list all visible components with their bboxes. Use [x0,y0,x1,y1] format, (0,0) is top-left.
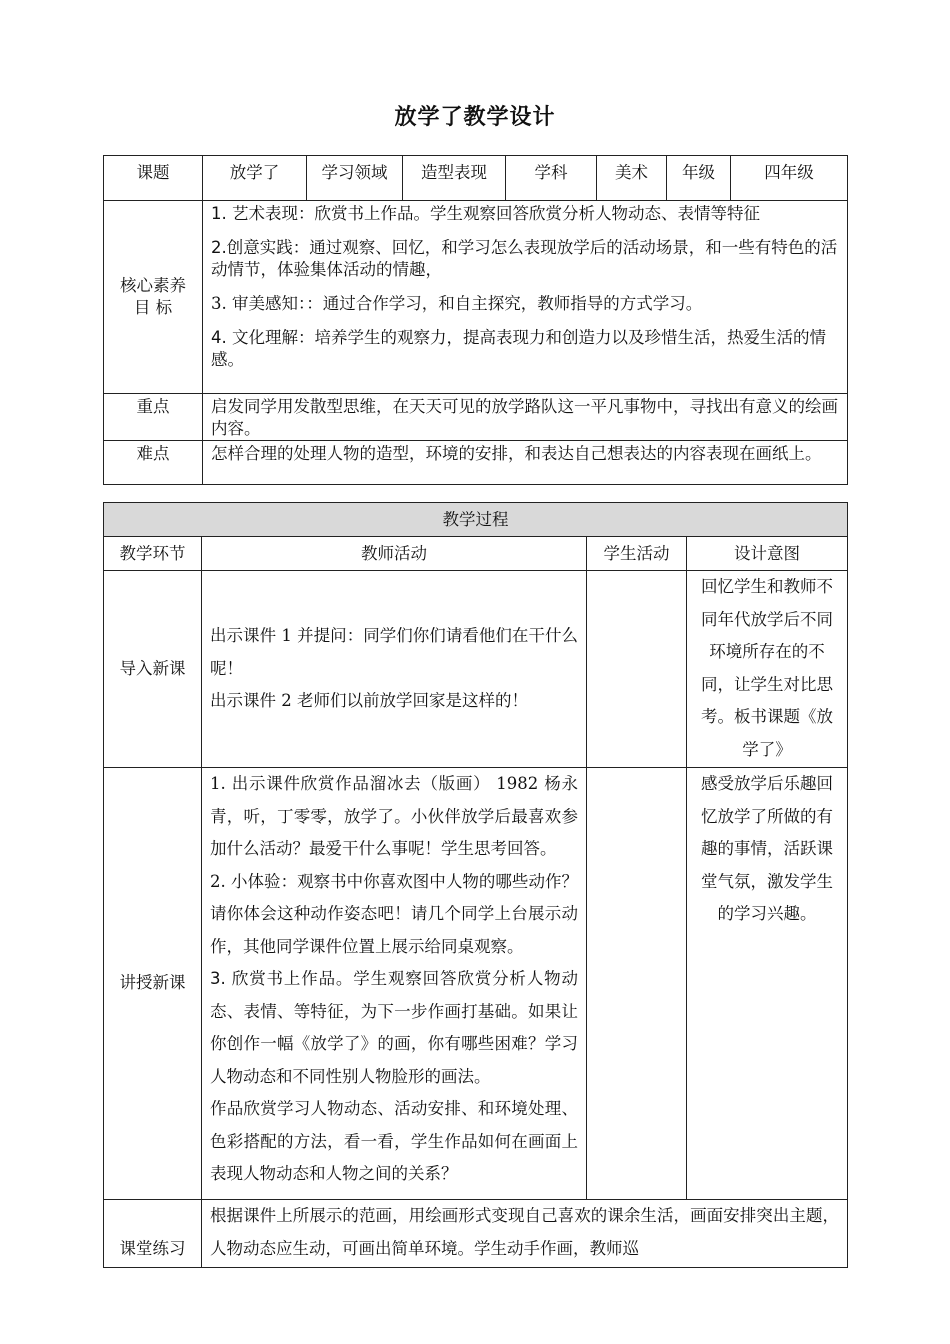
stage-cell: 课堂练习 [104,1200,202,1268]
teacher-activity-paragraph: 出示课件 2 老师们以前放学回家是这样的！ [210,691,528,711]
difficulty-content: 怎样合理的处理人物的造型，环境的安排，和表达自己想表达的内容表现在画纸上。 [203,441,848,485]
grade-label: 年级 [667,156,731,201]
competency-label [104,201,203,394]
subject-label: 学科 [506,156,597,201]
table-row [104,571,848,768]
column-header-intent: 设计意图 [687,537,848,571]
subject-value: 美术 [597,156,667,201]
teaching-process-table [103,502,848,1268]
competency-row [104,201,848,394]
design-intent-cell: 感受放学后乐趣回忆放学了所做的有趣的事情，活跃课堂气氛，激发学生的学习兴趣。 [687,768,848,1200]
difficulty-label: 难点 [104,441,203,485]
competency-item: 2.创意实践：通过观察、回忆，和学习怎么表现放学后的活动场景，和一些有特色的活动情节，体验集体活动的情趣， [211,238,838,279]
competency-item: 3. 审美感知：：通过合作学习，和自主探究，教师指导的方式学习。 [211,294,703,313]
student-activity-cell [587,768,687,1200]
teacher-activity-paragraph: 1. 出示课件欣赏作品溜冰去（版画） 1982 杨永青，听，丁零零，放学了。小伙伴放学后最喜欢参加什么活动？最爱干什么事呢！学生思考回答。 [210,774,578,858]
stage-cell: 讲授新课 [104,768,202,1200]
lesson-info-table [103,155,848,485]
table-row [104,1200,848,1268]
field-value: 造型表现 [403,156,506,201]
competency-content [203,201,848,394]
student-activity-cell [587,571,687,768]
competency-label-line: 核心素养 [120,276,186,295]
column-header-student: 学生活动 [587,537,687,571]
key-point-content: 启发同学用发散型思维，在天天可见的放学路队这一平凡事物中，寻找出有意义的绘画内容。 [203,394,848,441]
lesson-info-header-row [104,156,848,201]
field-label: 学习领域 [307,156,403,201]
teacher-activity-paragraph: 出示课件 1 并提问：同学们你们请看他们在干什么呢！ [210,626,578,678]
stage-cell: 导入新课 [104,571,202,768]
teacher-activity-cell [202,571,587,768]
teacher-activity-paragraph: 2. 小体验：观察书中你喜欢图中人物的哪些动作？请你体会这种动作姿态吧！请几个同学上台展示动作，其他同学课件位置上展示给同桌观察。 [210,871,578,956]
key-point-label: 重点 [104,394,203,441]
table-row [104,768,848,1200]
column-header-stage: 教学环节 [104,537,202,571]
competency-item: 4. 文化理解：培养学生的观察力，提高表现力和创造力以及珍惜生活，热爱生活的情感。 [211,328,826,369]
competency-label-line: 目 标 [133,298,173,317]
design-intent-cell: 回忆学生和教师不同年代放学后不同环境所存在的不同，让学生对比思考。板书课题《放学了》 [687,571,848,768]
page-title: 放学了教学设计 [394,105,556,130]
practice-content-cell: 根据课件上所展示的范画，用绘画形式变现自己喜欢的课余生活，画面安排突出主题，人物动态应生动，可画出简单环境。学生动手作画，教师巡 [202,1200,848,1268]
teacher-activity-paragraph: 3. 欣赏书上作品。学生观察回答欣赏分析人物动态、表情、等特征，为下一步作画打基础。如果让你创作一幅《放学了》的画，你有哪些困难？学习人物动态和不同性别人物脸形的画法。 [210,969,578,1086]
lesson-label: 课题 [104,156,203,201]
lesson-value: 放学了 [203,156,307,201]
teacher-activity-paragraph: 作品欣赏学习人物动态、活动安排、和环境处理、色彩搭配的方法，看一看，学生作品如何在画面上表现人物动态和人物之间的关系？ [210,1099,578,1183]
competency-item: 1. 艺术表现：欣赏书上作品。学生观察回答欣赏分析人物动态、表情等特征 [211,204,760,223]
teacher-activity-cell [202,768,587,1200]
column-header-teacher: 教师活动 [202,537,587,571]
process-heading-row [104,503,848,537]
process-heading: 教学过程 [104,503,848,537]
grade-value: 四年级 [731,156,848,201]
difficulty-row [104,441,848,485]
key-point-row [104,394,848,441]
process-column-header-row [104,537,848,571]
